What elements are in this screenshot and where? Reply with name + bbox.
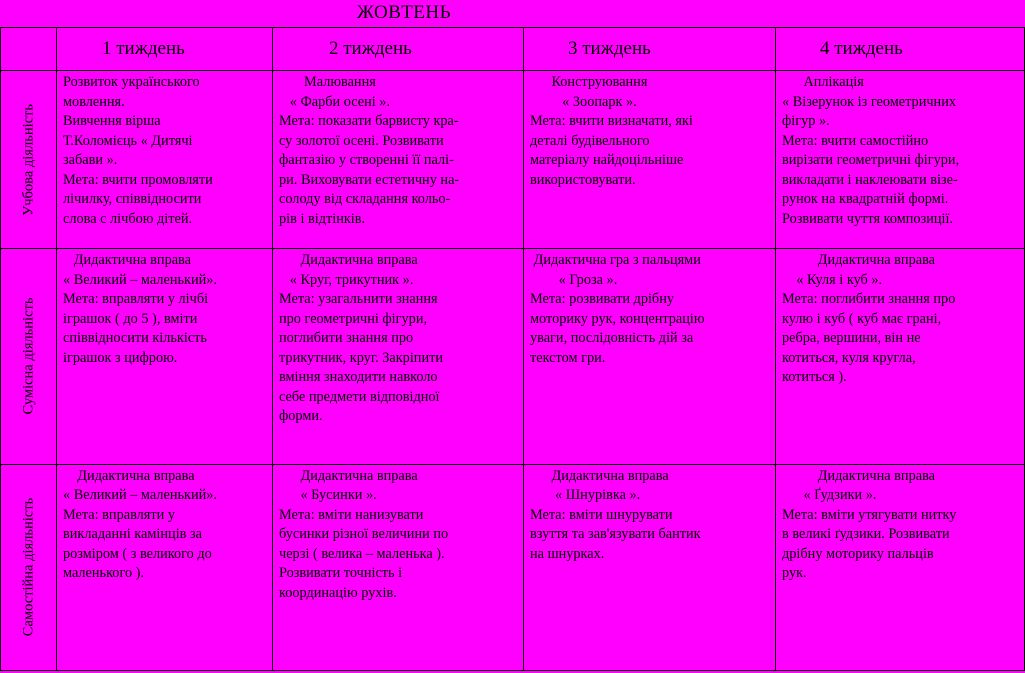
cell-text-line: рук. [782, 565, 807, 582]
cell-text-line: взуття та зав'язувати бантик [530, 526, 701, 543]
cell-text-line: « Шнурівка ». [530, 487, 641, 504]
cell-text-line: Мета: вправляти у [63, 506, 175, 523]
row-label-cell [1, 71, 57, 249]
plan-cell [776, 249, 1025, 464]
cell-text-line: співвідносити кількість [63, 330, 207, 347]
cell-text-line: фантазію у створенні її палі- [279, 152, 454, 169]
weekly-plan-table [0, 27, 1025, 671]
plan-cell [524, 249, 776, 464]
cell-text-line: Мета: вправляти у лічбі [63, 291, 209, 308]
cell-text-line: забави ». [63, 152, 118, 169]
plan-cell [273, 249, 524, 464]
cell-text-line: вирізати геометричні фігури, [782, 152, 960, 169]
cell-text-line: Розвивати точність і [279, 565, 403, 582]
cell-text-line: Мета: розвивати дрібну [530, 291, 675, 308]
table-header-row [1, 28, 1025, 71]
cell-text-line: ри. Виховувати естетичну на- [279, 171, 460, 188]
table-row [1, 249, 1025, 464]
cell-text-line: « Бусинки ». [279, 487, 377, 504]
plan-cell [776, 464, 1025, 670]
row-label: Сумісна діяльність [19, 298, 36, 415]
week-header-label: 4 тиждень [820, 38, 903, 60]
cell-text-line: Мета: поглибити знання про [782, 291, 956, 308]
cell-text-line: Дидактична вправа [63, 467, 195, 484]
week-header-label: 2 тиждень [329, 38, 412, 60]
cell-text-line: « Круг, трикутник ». [279, 271, 414, 288]
cell-text-line: координацію рухів. [279, 584, 397, 601]
cell-text-line: Аплікація [782, 74, 864, 91]
cell-text-line: рів і відтінків. [279, 210, 366, 227]
week-header-3 [524, 28, 776, 71]
cell-text-line: слова с лічбою дітей. [63, 210, 193, 227]
cell-text-line: « Куля і куб ». [782, 271, 883, 288]
cell-text-line: « Ґудзики ». [782, 487, 877, 504]
cell-text-line: котиться, куля кругла, [782, 349, 916, 366]
plan-cell [57, 249, 273, 464]
plan-cell [273, 464, 524, 670]
cell-text-line: Дидактична вправа [782, 252, 935, 269]
cell-text-line: котиться ). [782, 369, 847, 386]
cell-text-line: трикутник, круг. Закріпити [279, 349, 443, 366]
cell-text-line: мовлення. [63, 93, 125, 110]
plan-cell [524, 464, 776, 670]
cell-text-line: « Гроза ». [530, 271, 618, 288]
cell-text-line: вміння знаходити навколо [279, 369, 438, 386]
row-label-cell [1, 249, 57, 464]
cell-text-line: матеріалу найдоцільніше [530, 152, 684, 169]
cell-text-line: фігур ». [782, 113, 830, 130]
row-label-cell [1, 464, 57, 670]
week-header-2 [273, 28, 524, 71]
cell-text-line: черзі ( велика – маленька ). [279, 545, 445, 562]
cell-text-line: викладати і наклеювати візе- [782, 171, 958, 188]
plan-cell [776, 71, 1025, 249]
table-row [1, 71, 1025, 249]
cell-text-line: себе предмети відповідної [279, 388, 440, 405]
page-title: ЖОВТЕНЬ [357, 2, 452, 23]
cell-text-line: на шнурках. [530, 545, 605, 562]
cell-text-line: солоду від складання кольо- [279, 191, 451, 208]
table-row [1, 464, 1025, 670]
cell-text-line: Дидактична вправа [782, 467, 935, 484]
cell-text-line: су золотої осені. Розвивати [279, 132, 444, 149]
corner-cell [1, 28, 57, 71]
cell-text-line: кулю і куб ( куб має грані, [782, 310, 942, 327]
cell-text-line: Мета: узагальнити знання [279, 291, 438, 308]
row-label: Учбова діяльність [19, 103, 36, 216]
cell-text-line: в великі ґудзики. Розвивати [782, 526, 950, 543]
row-label: Самостійна діяльність [19, 498, 36, 637]
cell-text-line: поглибити знання про [279, 330, 414, 347]
cell-text-line: Мета: вміти нанизувати [279, 506, 424, 523]
cell-text-line: Розвиток українського [63, 74, 200, 91]
cell-text-line: розміром ( з великого до [63, 545, 212, 562]
cell-text-line: Мета: вчити визначати, які [530, 113, 693, 130]
cell-text-line: Конструювання [530, 74, 648, 91]
cell-text-line: « Великий – маленький». [63, 487, 217, 504]
cell-text-line: « Візерунок із геометричних [782, 93, 956, 110]
cell-text-line: Т.Коломієць « Дитячі [63, 132, 193, 149]
plan-cell [273, 71, 524, 249]
cell-text-line: ребра, вершини, він не [782, 330, 921, 347]
cell-text-line: Дидактична гра з пальцями [530, 252, 701, 269]
week-header-label: 3 тиждень [568, 38, 651, 60]
cell-text-line: Розвивати чуття композиції. [782, 210, 954, 227]
week-header-label: 1 тиждень [102, 38, 185, 60]
cell-text-line: викладанні камінців за [63, 526, 202, 543]
plan-cell [524, 71, 776, 249]
cell-text-line: Дидактична вправа [279, 252, 418, 269]
cell-text-line: Мета: вміти утягувати нитку [782, 506, 957, 523]
cell-text-line: маленького ). [63, 565, 145, 582]
cell-text-line: уваги, послідовність дій за [530, 330, 694, 347]
cell-text-line: іграшок з цифрою. [63, 349, 178, 366]
cell-text-line: Мета: показати барвисту кра- [279, 113, 459, 130]
cell-text-line: Мета: вміти шнурувати [530, 506, 673, 523]
cell-text-line: Дидактична вправа [530, 467, 669, 484]
week-header-4 [776, 28, 1025, 71]
cell-text-line: « Зоопарк ». [530, 93, 637, 110]
week-header-1 [57, 28, 273, 71]
cell-text-line: Дидактична вправа [279, 467, 418, 484]
cell-text-line: текстом гри. [530, 349, 606, 366]
plan-cell [57, 71, 273, 249]
cell-text-line: Дидактична вправа [63, 252, 191, 269]
cell-text-line: рунок на квадратній формі. [782, 191, 949, 208]
cell-text-line: використовувати. [530, 171, 636, 188]
cell-text-line: моторику рук, концентрацію [530, 310, 705, 327]
cell-text-line: лічилку, співвідносити [63, 191, 202, 208]
cell-text-line: іграшок ( до 5 ), вміти [63, 310, 198, 327]
cell-text-line: форми. [279, 408, 323, 425]
cell-text-line: дрібну моторику пальців [782, 545, 934, 562]
plan-cell [57, 464, 273, 670]
cell-text-line: Малювання [279, 74, 376, 91]
cell-text-line: Мета: вчити самостійно [782, 132, 929, 149]
cell-text-line: бусинки різної величини по [279, 526, 449, 543]
cell-text-line: Вивчення вірша [63, 113, 161, 130]
cell-text-line: деталі будівельного [530, 132, 650, 149]
cell-text-line: Мета: вчити промовляти [63, 171, 213, 188]
cell-text-line: про геометричні фігури, [279, 310, 428, 327]
cell-text-line: « Великий – маленький». [63, 271, 217, 288]
cell-text-line: « Фарби осені ». [279, 93, 391, 110]
